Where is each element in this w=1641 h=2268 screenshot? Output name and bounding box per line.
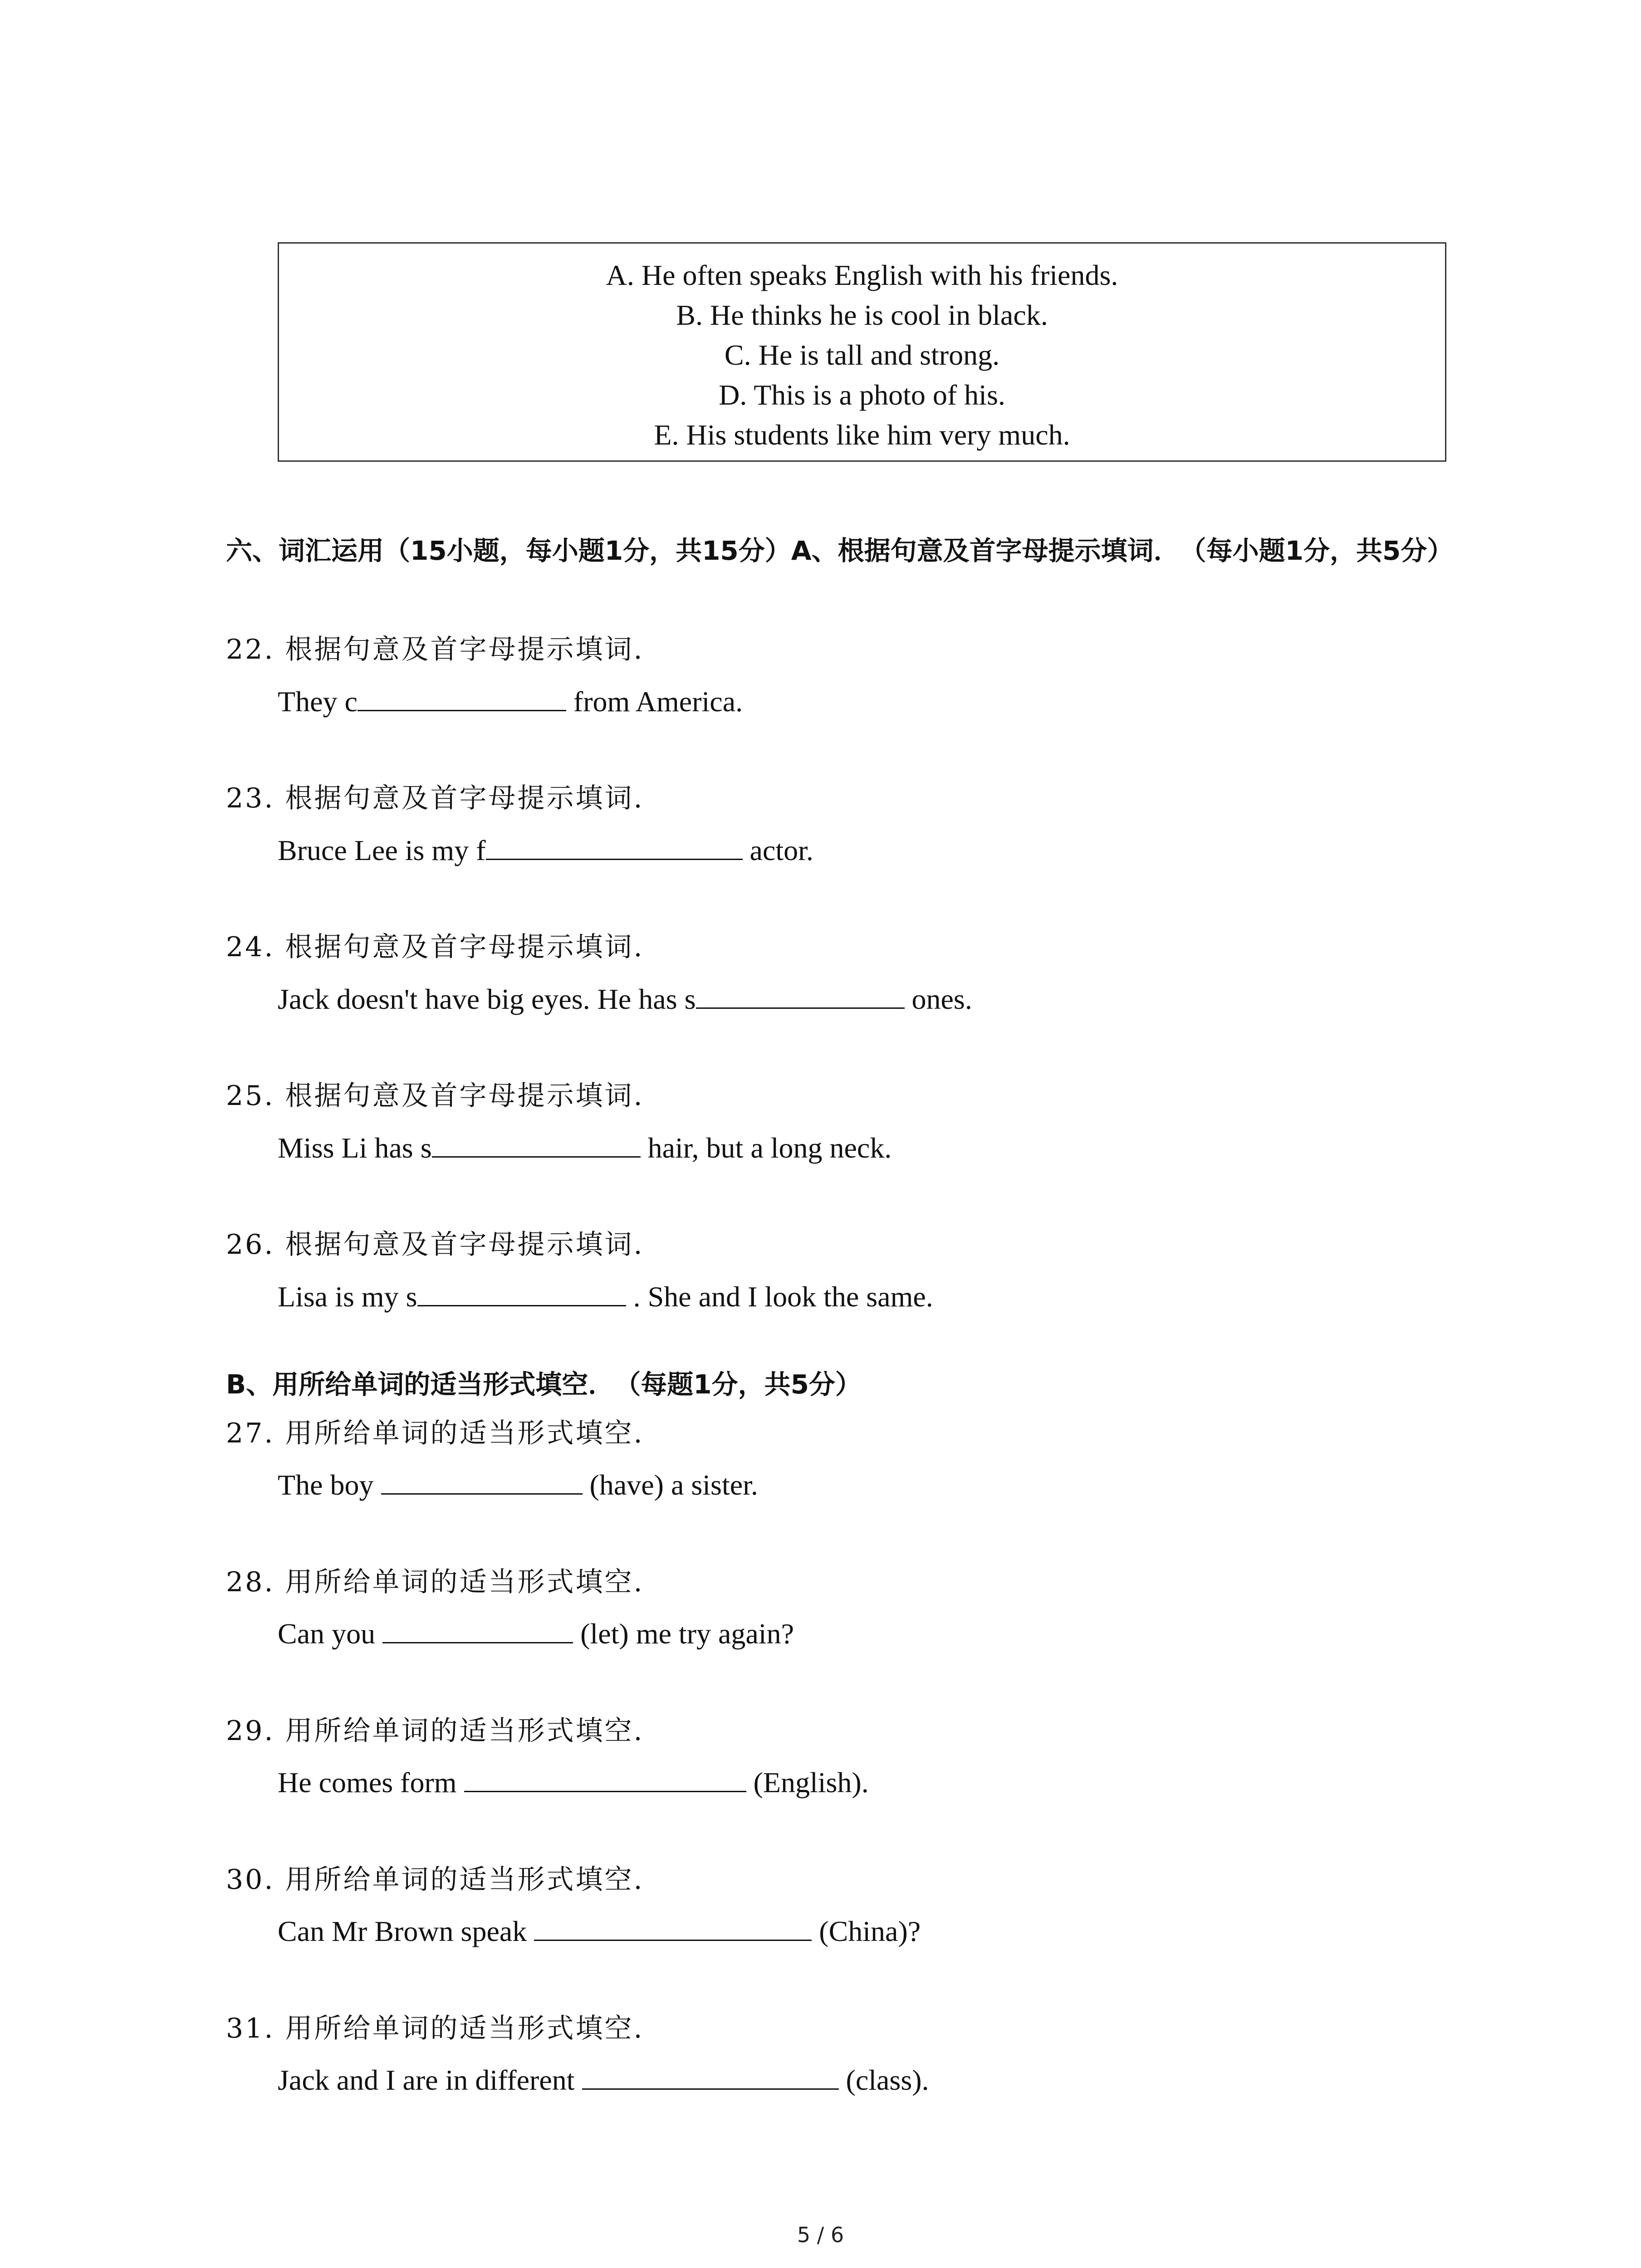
question-22-label: 22. 根据句意及首字母提示填词.: [226, 634, 644, 665]
question-31-sentence: [278, 2061, 929, 2098]
question-25-blank[interactable]: [432, 1129, 641, 1158]
section-b-heading: B、用所给单词的适当形式填空． （每题1分，共5分）: [226, 1369, 862, 1400]
question-26-sentence: [278, 1278, 933, 1315]
question-30-label: 30. 用所给单词的适当形式填空.: [226, 1864, 644, 1896]
question-22-blank[interactable]: [358, 683, 566, 711]
question-28-before: Can you: [278, 1618, 383, 1650]
question-23-sentence: [278, 831, 813, 869]
question-28-sentence: [278, 1615, 794, 1652]
question-31-before: Jack and I are in different: [278, 2064, 582, 2096]
question-30-after: (China)?: [812, 1915, 921, 1947]
option-b: B. He thinks he is cool in black.: [676, 299, 1048, 331]
question-23-blank[interactable]: [486, 831, 743, 860]
question-24-blank[interactable]: [696, 980, 905, 1009]
question-25-sentence: [278, 1129, 892, 1166]
question-31-label: 31. 用所给单词的适当形式填空.: [226, 2013, 644, 2044]
question-26-after: . She and I look the same.: [626, 1281, 933, 1313]
question-27-sentence: [278, 1466, 758, 1503]
question-24-sentence: [278, 980, 972, 1017]
question-22-sentence: [278, 683, 743, 720]
question-29-label: 29. 用所给单词的适当形式填空.: [226, 1715, 644, 1747]
question-29-sentence: [278, 1764, 869, 1801]
question-26-label: 26. 根据句意及首字母提示填词.: [226, 1229, 644, 1261]
question-31-after: (class).: [838, 2064, 929, 2096]
question-30-blank[interactable]: [534, 1912, 812, 1941]
question-30-sentence: [278, 1912, 921, 1950]
question-22-after: from America.: [566, 685, 743, 718]
question-22-before: They c: [278, 685, 358, 718]
question-27-after: (have) a sister.: [582, 1469, 758, 1501]
question-24-after: ones.: [904, 983, 972, 1015]
question-27-blank[interactable]: [381, 1466, 583, 1495]
question-25-after: hair, but a long neck.: [640, 1132, 892, 1164]
question-28-blank[interactable]: [382, 1615, 573, 1643]
page-number: 5 / 6: [797, 2223, 844, 2247]
section-a-heading: 六、词汇运用（15小题，每小题1分，共15分）A、根据句意及首字母提示填词． （每小题1分，共5分）: [226, 535, 1454, 566]
question-24-label: 24. 根据句意及首字母提示填词.: [226, 931, 644, 963]
options-box: [278, 242, 1446, 462]
question-28-label: 28. 用所给单词的适当形式填空.: [226, 1566, 644, 1598]
option-e: E. His students like him very much.: [654, 419, 1070, 451]
question-23-after: actor.: [742, 834, 813, 866]
question-23-label: 23. 根据句意及首字母提示填词.: [226, 782, 644, 814]
question-29-after: (English).: [746, 1766, 869, 1799]
question-25-label: 25. 根据句意及首字母提示填词.: [226, 1080, 644, 1112]
option-d: D. This is a photo of his.: [719, 379, 1005, 411]
question-29-blank[interactable]: [464, 1764, 746, 1792]
question-24-before: Jack doesn't have big eyes. He has s: [278, 983, 696, 1015]
question-25-before: Miss Li has s: [278, 1132, 432, 1164]
question-26-before: Lisa is my s: [278, 1281, 417, 1313]
question-31-blank[interactable]: [582, 2061, 839, 2090]
question-28-after: (let) me try again?: [573, 1618, 794, 1650]
option-c: C. He is tall and strong.: [724, 339, 1000, 371]
question-29-before: He comes form: [278, 1766, 464, 1799]
option-a: A. He often speaks English with his friends.: [606, 259, 1118, 291]
question-27-label: 27. 用所给单词的适当形式填空.: [226, 1418, 644, 1449]
question-23-before: Bruce Lee is my f: [278, 834, 486, 866]
question-30-before: Can Mr Brown speak: [278, 1915, 534, 1947]
question-27-before: The boy: [278, 1469, 381, 1501]
question-26-blank[interactable]: [417, 1278, 626, 1306]
